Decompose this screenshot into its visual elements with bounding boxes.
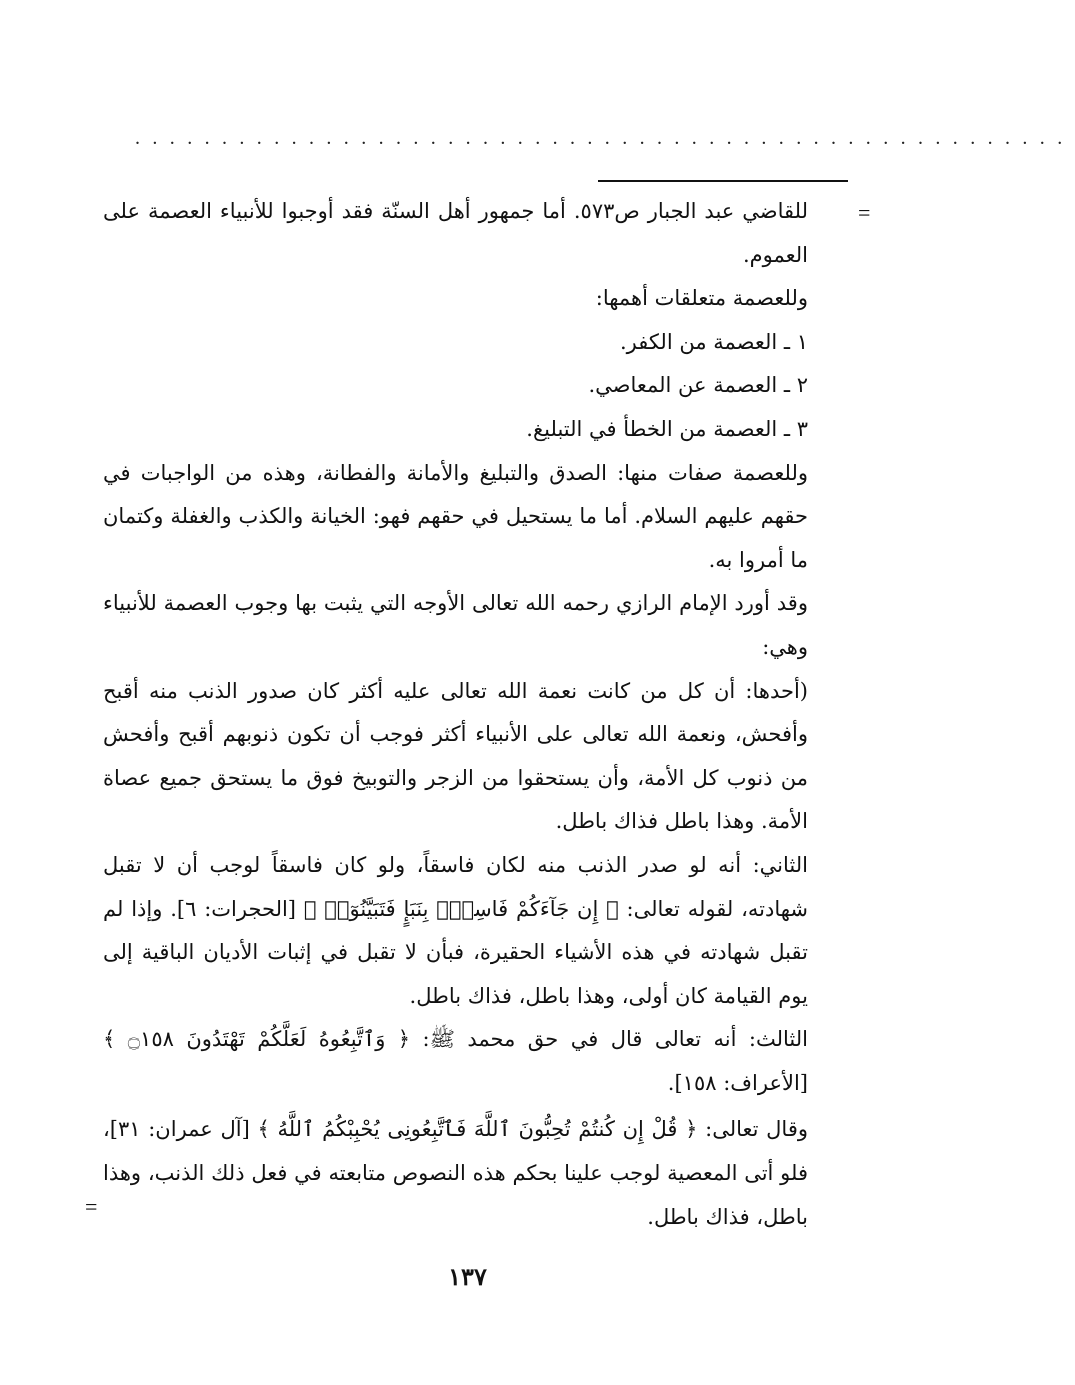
footnote-paragraph-attributes: وللعصمة صفات منها: الصدق والتبليغ والأمانة والفطانة، وهذه من الواجبات في حقهم عليهم السلام. أما ما يستحيل في حقهم فهو: الخيانة والكذب والغفلة وكتمان ما أمروا به. <box>103 460 808 572</box>
footnote-paragraph-aspects-heading: وللعصمة متعلقات أهمها: <box>595 286 808 311</box>
continuation-mark-bottom: = <box>85 1194 98 1219</box>
footnote-list-item-2: ٢ ـ العصمة عن المعاصي. <box>588 373 808 398</box>
continuation-mark-top: = <box>858 200 871 225</box>
footnote-paragraph-second-argument: الثاني: أنه لو صدر الذنب منه لكان فاسقاً، ولو كان فاسقاً لوجب أن لا تقبل شهادته، لقوله تعالى: ﴿ إِن جَآءَكُمْ فَاسِقٌۢ بِنَبَإٍ فَتَبَيَّنُوٓا۟ ﴾ [الحجرات: ٦]. وإذا لم تقبل شهادته في هذه الأشياء الحقيرة، فبأن لا تقبل في إثبات الأديان الباقية إلى يوم القيامة كان أولى، وهذا باطل، فذاك باطل. <box>103 852 808 1008</box>
footnote-paragraph-razi-intro: وقد أورد الإمام الرازي رحمه الله تعالى الأوجه التي يثبت بها وجوب العصمة للأنبياء وهي: <box>103 591 808 659</box>
footnote-list-item-1: ١ ـ العصمة من الكفر. <box>619 329 808 354</box>
footnote-paragraph-third-argument: الثالث: أنه تعالى قال في حق محمد ﷺ: ﴿ وَٱتَّبِعُوهُ لَعَلَّكُمْ تَهْتَدُونَ ۝١٥٨ ﴾ [الأعراف: ١٥٨]. <box>103 1027 808 1095</box>
page-number: ١٣٧ <box>448 1262 487 1291</box>
footnote-paragraph-conclusion: وقال تعالى: ﴿ قُلْ إِن كُنتُمْ تُحِبُّونَ ٱللَّهَ فَٱتَّبِعُونِى يُحْبِبْكُمُ ٱللَّهُ ﴾ [آل عمران: ٣١]، فلو أتى المعصية لوجب علينا بحكم هذه النصوص متابعته في فعل ذلك الذنب، وهذا باطل، فذاك باطل. <box>103 1117 808 1229</box>
footnote-paragraph-first-argument: (أحدها: أن كل من كانت نعمة الله تعالى عليه أكثر كان صدور الذنب منه أقبح وأفحش، ونعمة الله تعالى على الأنبياء أكثر فوجب أن تكون ذنوبهم أقبح وأفحش من ذنوب كل الأمة، وأن يستحقوا من الزجر والتوبيخ فوق ما يستحق جميع عصاة الأمة. وهذا باطل فذاك باطل. <box>103 678 808 834</box>
footnote-body <box>103 190 808 1239</box>
footnote-list-item-3: ٣ ـ العصمة من الخطأ في التبليغ. <box>526 416 808 441</box>
footnote-separator-rule <box>598 180 848 182</box>
footnote-paragraph-intro: للقاضي عبد الجبار ص٥٧٣. أما جمهور أهل السنّة فقد أوجبوا للأنبياء العصمة على العموم. <box>103 199 808 267</box>
decorative-dotted-line: ...................................................... <box>135 127 1075 149</box>
